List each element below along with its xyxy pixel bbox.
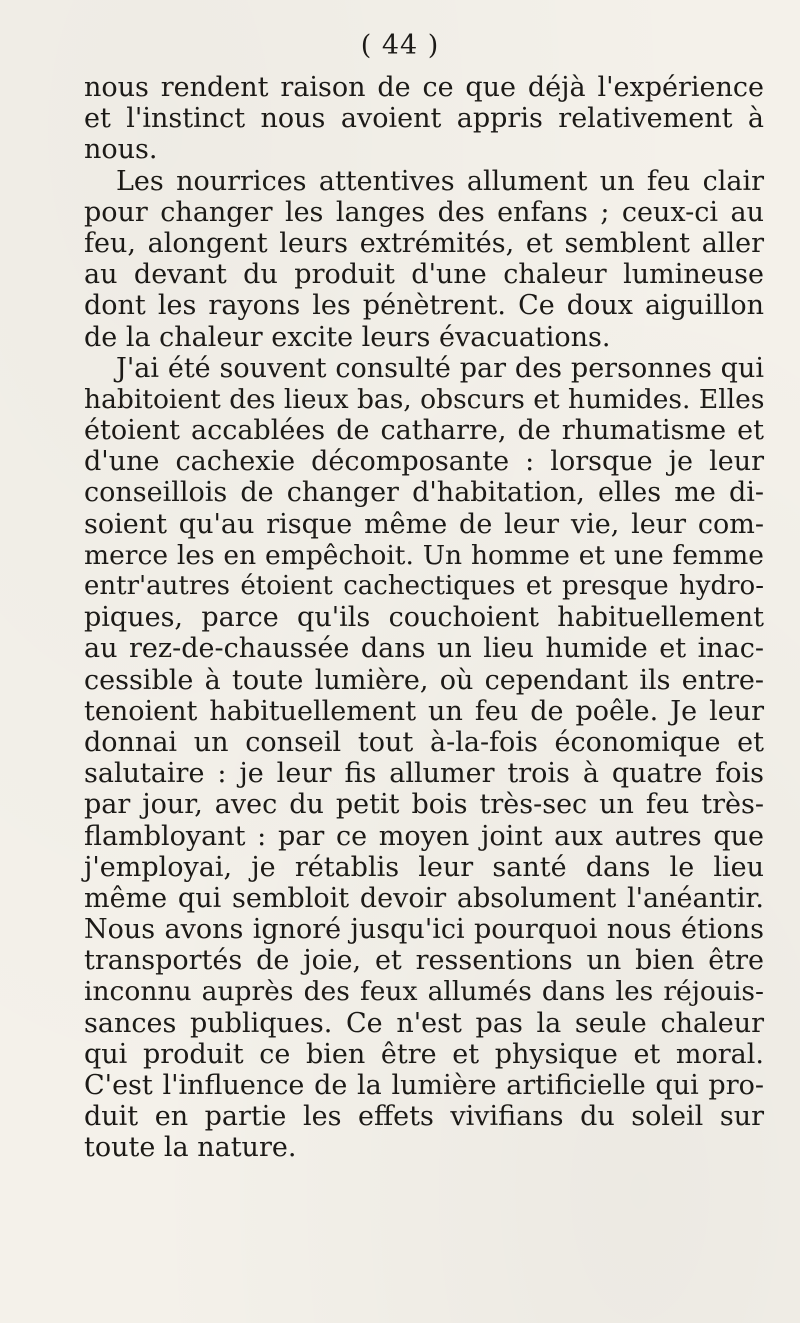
text-line: nous. [84, 134, 158, 166]
text-line: cessible à toute lumière, où cependant ils entre- [84, 664, 764, 696]
text-line: de la chaleur excite leurs évacuations. [84, 321, 611, 353]
text-line: soient qu'au risque même de leur vie, leur com- [84, 508, 764, 540]
text-line: d'une cachexie décomposante : lorsque je leur [84, 446, 764, 478]
text-line: sances publiques. Ce n'est pas la seule chaleur [84, 1007, 764, 1039]
text-line: Les nourrices attentives allument un feu clair [116, 165, 764, 197]
text-line: pour changer les langes des enfans ; ceux-ci au [84, 196, 764, 228]
text-line: habitoient des lieux bas, obscurs et humides. Elles [84, 383, 765, 415]
text-line: au devant du produit d'une chaleur lumineuse [84, 259, 764, 291]
text-line: j'employai, je rétablis leur santé dans le lieu [84, 851, 764, 883]
text-line: et l'instinct nous avoient appris relativement à [84, 103, 764, 135]
text-line: flambloyant : par ce moyen joint aux autres que [84, 820, 764, 852]
text-line: qui produit ce bien être et physique et moral. [84, 1038, 764, 1070]
text-line: inconnu auprès des feux allumés dans les réjouis- [84, 976, 764, 1008]
text-line: nous rendent raison de ce que déjà l'expérience [84, 72, 764, 103]
text-line: duit en partie les effets vivifians du soleil sur [84, 1101, 764, 1133]
page-number: ( 44 ) [360, 30, 440, 61]
text-line: donnai un conseil tout à-la-fois économique et [84, 726, 764, 758]
text-line: par jour, avec du petit bois très-sec un feu très- [84, 789, 764, 821]
text-line: J'ai été souvent consulté par des personnes qui [116, 352, 764, 384]
text-line: C'est l'influence de la lumière artificielle qui pro- [84, 1070, 764, 1101]
text-line: même qui sembloit devoir absolument l'anéantir. [84, 882, 764, 914]
text-line: feu, alongent leurs extrémités, et semblent aller [84, 227, 764, 259]
text-line: merce les en empêchoit. Un homme et une femme [84, 539, 764, 571]
text-line: au rez-de-chaussée dans un lieu humide et inac- [84, 633, 764, 665]
text-line: tenoient habituellement un feu de poêle. Je leur [84, 695, 764, 727]
text-line: toute la nature. [84, 1132, 297, 1164]
text-line: Nous avons ignoré jusqu'ici pourquoi nous étions [84, 914, 764, 946]
body-text [84, 72, 764, 1164]
text-line: dont les rayons les pénètrent. Ce doux aiguillon [84, 290, 764, 322]
text-line: conseillois de changer d'habitation, elles me di- [84, 477, 764, 509]
text-line: salutaire : je leur fis allumer trois à quatre fois [84, 758, 764, 790]
text-line: piques, parce qu'ils couchoient habituellement [84, 602, 764, 634]
text-line: transportés de joie, et ressentions un bien être [84, 945, 764, 977]
text-line: étoient accablées de catharre, de rhumatisme et [84, 415, 764, 447]
text-line: entr'autres étoient cachectiques et presque hydro- [84, 571, 764, 601]
